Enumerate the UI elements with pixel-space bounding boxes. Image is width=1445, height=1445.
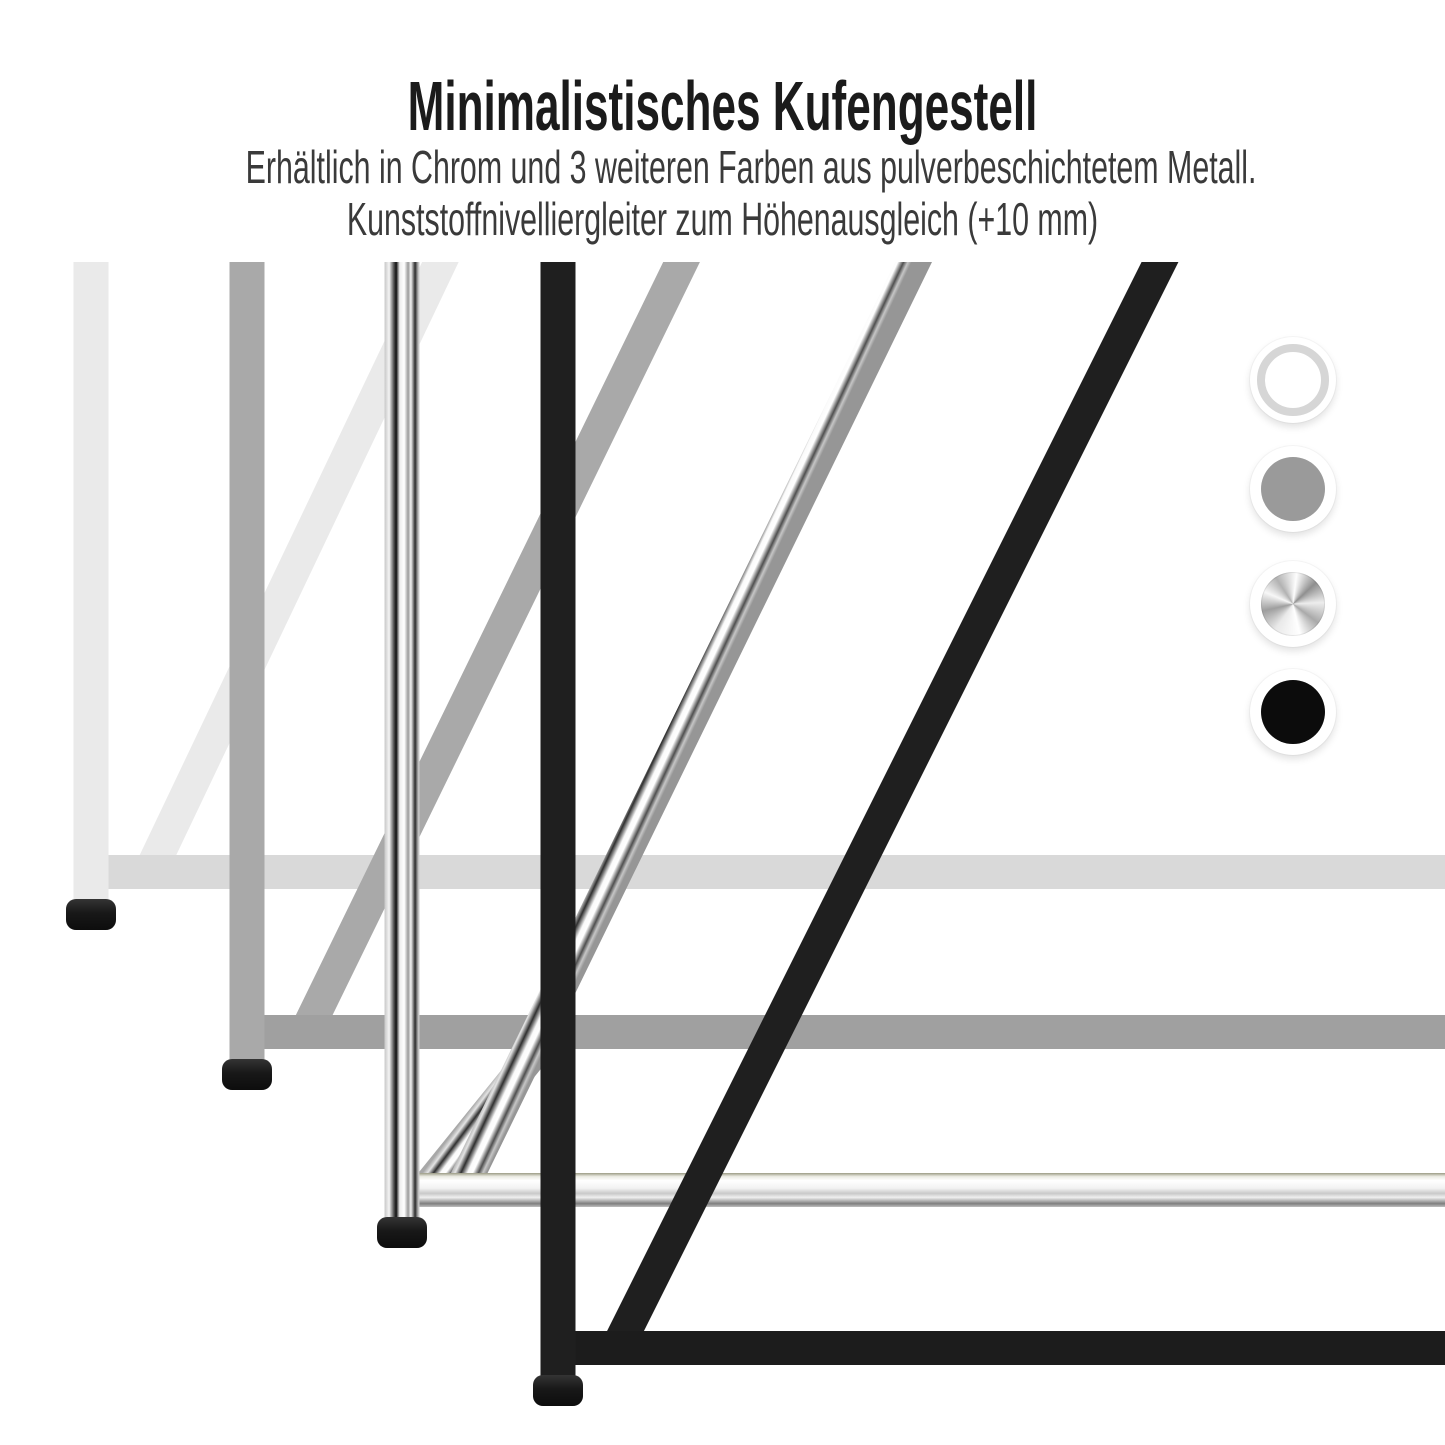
- swatch-schwarz-color-icon: [1261, 680, 1325, 744]
- swatch-schwarz: [1250, 669, 1336, 755]
- grau-leveling-foot: [222, 1059, 272, 1090]
- swatch-chrom-color-icon: [1261, 572, 1325, 636]
- weiss-leveling-foot: [66, 899, 116, 930]
- page-title: Minimalistisches Kufengestell: [407, 67, 1038, 145]
- grau-brace: [304, 240, 692, 1036]
- chrom-leveling-foot: [377, 1217, 427, 1248]
- swatch-chrom: [1250, 561, 1336, 647]
- schwarz-leveling-foot: [533, 1375, 583, 1406]
- swatch-grau: [1250, 446, 1336, 532]
- subtitle-line-1: Erhältlich in Chrom und 3 weiteren Farben aus pulverbeschichtetem Metall.: [245, 141, 1257, 193]
- chrom-brace: [459, 240, 924, 1194]
- swatch-weiss-color-icon: [1257, 344, 1329, 416]
- swatch-weiss: [1250, 337, 1336, 423]
- subtitle-line-2: Kunststoffnivelliergleiter zum Höhenausgleich (+10 mm): [346, 193, 1099, 245]
- swatch-grau-color-icon: [1261, 457, 1325, 521]
